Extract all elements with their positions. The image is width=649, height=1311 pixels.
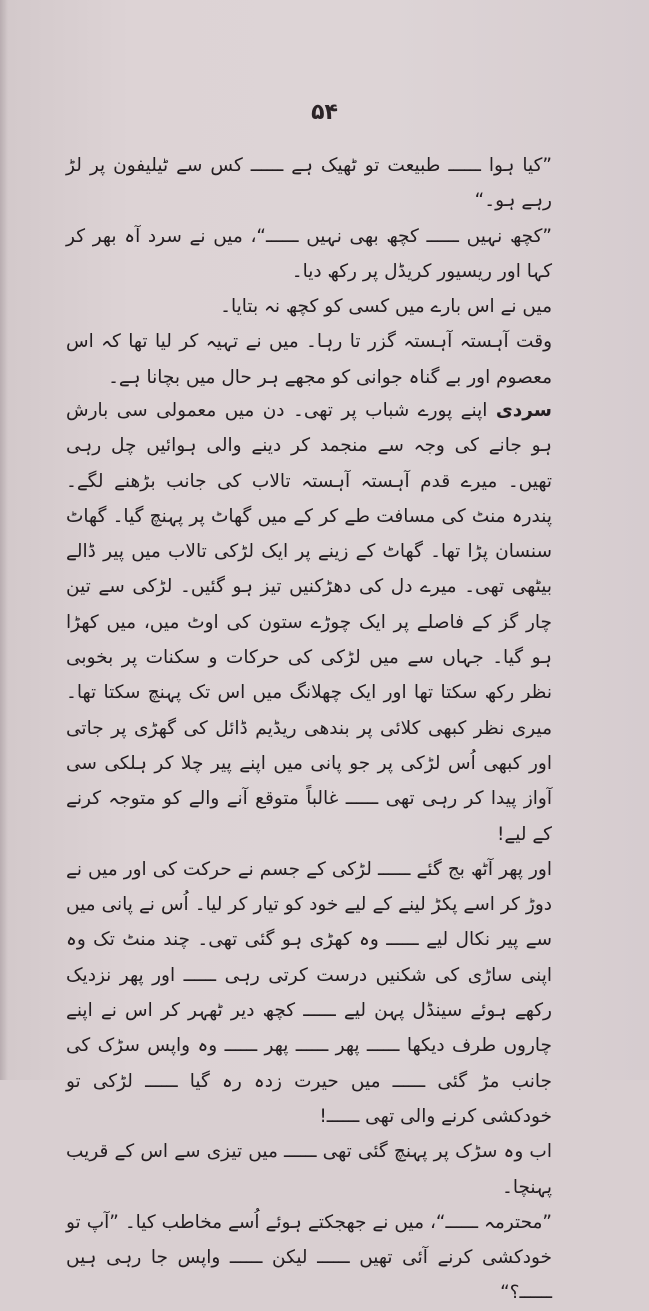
paragraph bbox=[66, 1205, 552, 1311]
paragraph: میں نے اس بارے میں کسی کو کچھ نہ بتایا۔ bbox=[220, 296, 552, 318]
paragraph-text: اب وہ سڑک پر پہنچ گئی تھی ــــــ میں تیزی سے اس کے قریب پہنچا۔ bbox=[66, 1141, 552, 1198]
paragraph-text: ”محترمہ ــــــ“، میں نے جھجکتے ہوئے اُسے مخاطب کیا۔ ”آپ تو خودکشی کرنے آئی تھیں ــــــ لیکن ــــــ واپس جا رہی ہیں ــــــ؟“ bbox=[66, 1211, 552, 1304]
paragraph: ”کچھ نہیں ــــــ کچھ بھی نہیں ــــــ“، میں نے سرد آہ بھر کر کہا اور ریسیور کریڈل پر رکھ دیا۔ bbox=[66, 225, 552, 282]
paragraph: ”کیا ہوا ــــــ طبیعت تو ٹھیک ہے ــــــ کس سے ٹیلیفون پر لڑ رہے ہو۔“ bbox=[66, 155, 552, 212]
paragraph-text: اور پھر آٹھ بج گئے ــــــ لڑکی کے جسم نے حرکت کی اور میں نے دوڑ کر اسے پکڑ لینے کے لیے خود کو تیار کر لیا۔ اُس نے پانی میں سے پیر نکال لیے ــــــ وہ کھڑی ہو گئی تھی۔ چند منٹ تک وہ اپنی ساڑی کی شکنیں درست کرتی رہی ــــــ اور پھر نزدیک رکھے ہوئے سینڈل پہن لیے ــــــ کچھ دیر ٹھہر کر اس نے اپنے چاروں طرف دیکھا ــــــ پھر ــــــ پھر ــــــ وہ واپس سڑک کی جانب مڑ گئی ــــــ میں حیرت زدہ رہ گیا ــــــ لڑکی تو خودکشی کرنے والی تھی ــــــ! bbox=[66, 858, 552, 1127]
paragraph bbox=[66, 1134, 552, 1205]
paragraph: وقت آہستہ آہستہ گزر تا رہا۔ میں نے تہیہ کر لیا تھا کہ اس معصوم اور بے گناہ جوانی کو مجھے ہر حال میں بچانا ہے۔ bbox=[66, 331, 552, 388]
page-number: ۵۴ bbox=[311, 100, 338, 125]
paragraph bbox=[66, 852, 552, 1134]
lead-word: سردی bbox=[495, 400, 552, 421]
text-block-dialogue bbox=[66, 148, 552, 395]
text-block-narrative bbox=[66, 393, 552, 1311]
paragraph bbox=[66, 393, 552, 852]
paragraph-text: اپنے پورے شباب پر تھی۔ دن میں معمولی سی بارش ہو جانے کی وجہ سے منجمد کر دینے والی ہوائیں چل رہی تھیں۔ میرے قدم آہستہ آہستہ تالاب کی جانب بڑھنے لگے۔ پندرہ منٹ کی مسافت طے کر کے میں گھاٹ پر پہنچ گیا۔ گھاٹ سنسان پڑا تھا۔ گھاٹ کے زینے پر ایک لڑکی تالاب میں پیر ڈالے بیٹھی تھی۔ میرے دل کی دھڑکنیں تیز ہو گئیں۔ لڑکی سے تین چار گز کے فاصلے پر ایک چوڑے ستون کی اوٹ میں، میں کھڑا ہو گیا۔ جہاں سے میں لڑکی کی حرکات و سکنات پر بخوبی نظر رکھ سکتا تھا اور ایک چھلانگ میں اس تک پہنچ سکتا تھا۔ میری نظر کبھی کلائی پر بندھی ریڈیم ڈائل کی گھڑی پر جاتی اور کبھی اُس لڑکی پر جو پانی میں اپنے پیر چلا کر ہلکی سی آواز پیدا کر رہی تھی ــــــ غالباً متوقع آنے والے کو متوجہ کرنے کے لیے! bbox=[66, 400, 552, 845]
page-edge-shadow bbox=[0, 0, 8, 1080]
